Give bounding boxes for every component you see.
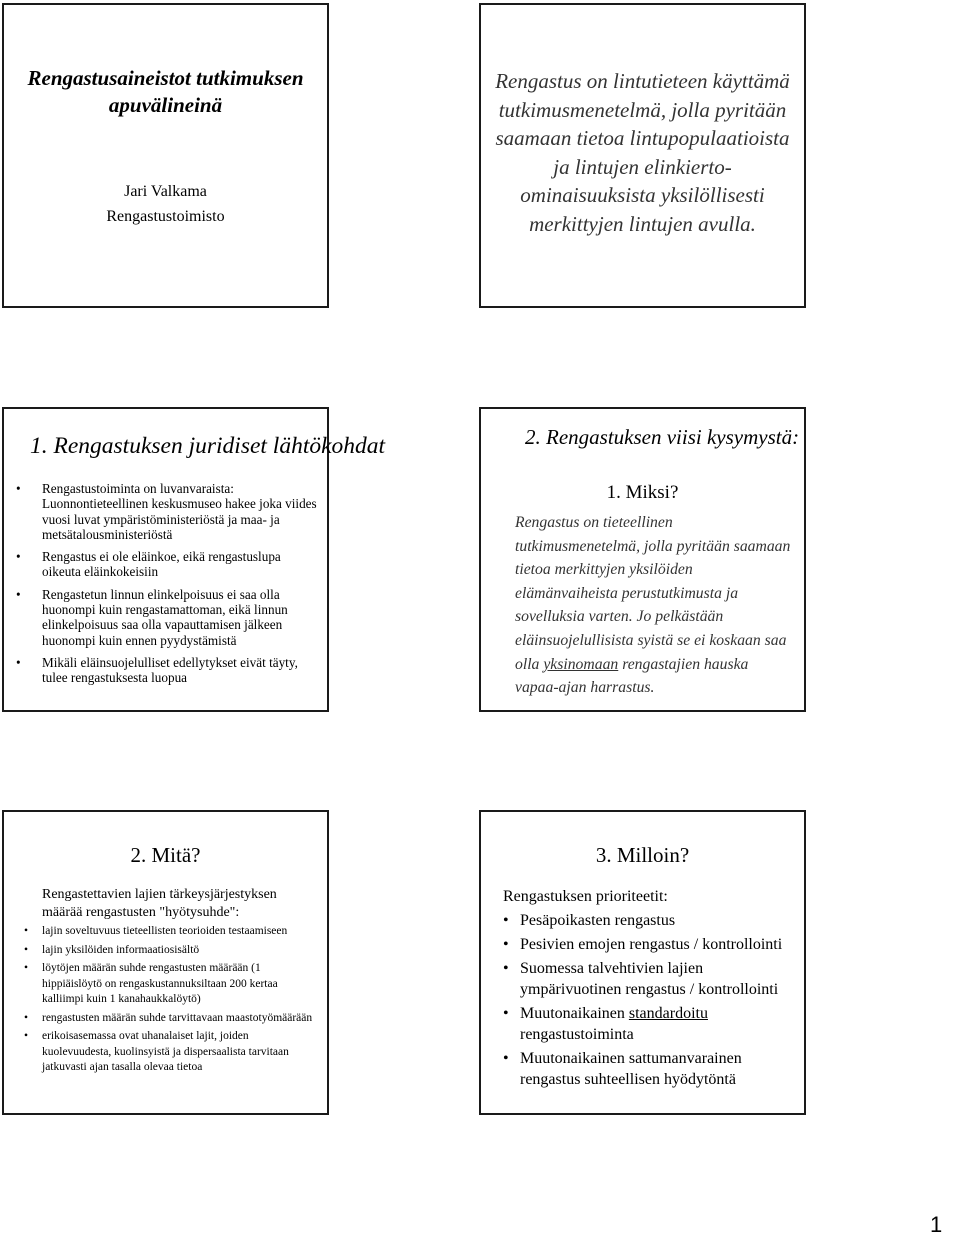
slide-4-title: 2. Rengastuksen viisi kysymystä: <box>525 425 800 449</box>
priorities-bullet-list <box>503 910 796 1093</box>
list-item: • Rengastustoiminta on luvanvaraista: Luonnontieteellinen keskusmuseo hakee joka viides vuosi luvat ympäristöministeriöstä ja maa- ja metsätalousministeriöstä <box>16 481 317 542</box>
list-item: • Suomessa talvehtivien lajien ympärivuotinen rengastus / kontrollointi <box>503 958 796 1000</box>
why-text-part-2: rengastajien hauska vapaa-ajan harrastus. <box>515 655 749 697</box>
slide-3-title: 1. Rengastuksen juridiset lähtökohdat <box>30 433 386 459</box>
why-text-part-1: Rengastus on tieteellinen tutkimusmenetelmä, jolla pyritään saamaan tietoa merkittyjen yksilöiden elämänvaiheista perustutkimusta ja sovelluksia varten. Jo pelkästään eläinsuojelullisista syistä se ei koskaan saa olla <box>515 514 791 673</box>
bullet-4-underlined: standardoitu <box>628 1005 708 1022</box>
what-bullet-list <box>24 924 317 1079</box>
list-item: • lajin yksilöiden informaatiosisältö <box>24 943 317 959</box>
list-item: • löytöjen määrän suhde rengastusten määrään (1 hippiäislöytö on rengaskustannuksiltaan 200 kertaa kalliimpi kuin 1 kanahaukkalöytö) <box>24 961 317 1008</box>
list-item: • Muutonaikainen sattumanvarainen rengastus suhteellisen hyödytöntä <box>503 1048 796 1090</box>
author-name: Jari Valkama <box>124 183 207 200</box>
slide-5-title: 2. Mitä? <box>130 843 201 867</box>
bullet-4-part-1: Muutonaikainen <box>520 1005 629 1022</box>
slide-4-subtitle: 1. Miksi? <box>606 482 679 503</box>
slide-five-questions <box>479 407 806 712</box>
author-organization: Rengastustoimisto <box>106 208 225 225</box>
list-item: • Pesivien emojen rengastus / kontrollointi <box>503 934 796 955</box>
slide-1-title: Rengastusaineistot tutkimuksen apuvälineinä <box>27 66 304 117</box>
slide-6-intro: Rengastuksen prioriteetit: <box>503 888 668 905</box>
list-item: • rengastusten määrän suhde tarvittavaan maastotyömäärään <box>24 1011 317 1027</box>
why-text <box>515 511 794 700</box>
definition-text: Rengastus on lintutieteen käyttämä tutkimusmenetelmä, jolla pyritään saamaan tietoa lintupopulaatioista ja lintujen elinkierto-ominaisuuksista yksilöllisesti merkittyjen lintujen avulla. <box>495 69 790 236</box>
list-item: • lajin soveltuvuus tieteellisten teorioiden testaamiseen <box>24 924 317 940</box>
page-number: 1 <box>930 1212 943 1237</box>
list-item <box>503 1003 796 1045</box>
list-item: • Rengastetun linnun elinkelpoisuus ei saa olla huonompi kuin rengastamattoman, eikä linnun elinkelpoisuus saa olla vapauttamisen jälkeen huonompi kuin ennen pyydystämistä <box>16 587 317 648</box>
why-text-underlined: yksinomaan <box>543 655 619 673</box>
list-item: • Rengastus ei ole eläinkoe, eikä rengastuslupa oikeuta eläinkokeisiin <box>16 549 317 580</box>
bullet-4-part-2: rengastustoiminta <box>520 1026 634 1043</box>
slide-6-title: 3. Milloin? <box>595 843 690 867</box>
slide-juridical <box>2 407 386 712</box>
slide-title <box>2 3 329 308</box>
list-item: • Mikäli eläinsuojelulliset edellytykset eivät täyty, tulee rengastuksesta luopua <box>16 655 317 686</box>
slide-5-intro: Rengastettavien lajien tärkeysjärjestyksen määrää rengastusten "hyötysuhde": <box>42 887 277 920</box>
slide-1-author-block <box>4 179 327 229</box>
slide-definition <box>479 3 806 308</box>
list-item: • Pesäpoikasten rengastus <box>503 910 796 931</box>
juridical-bullet-list <box>16 481 317 693</box>
list-item: • erikoisasemassa ovat uhanalaiset lajit, joiden kuolevuudesta, kuolinsyistä ja dispersaalista tarvitaan jatkuvasti ajan tasalla olevaa tietoa <box>24 1029 317 1076</box>
slide-when <box>479 810 806 1115</box>
slide-what <box>2 810 329 1115</box>
